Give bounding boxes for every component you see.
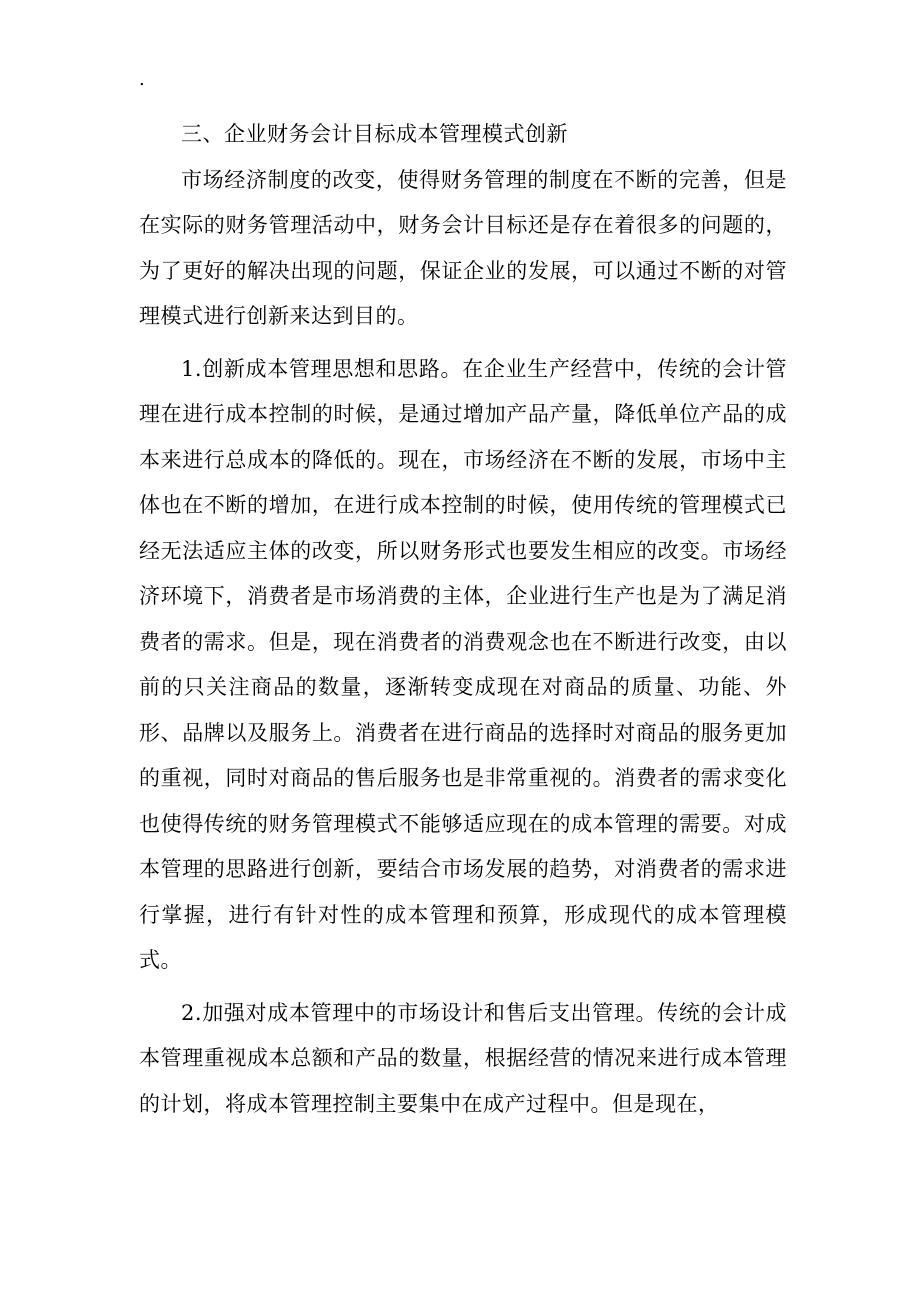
paragraph-point-1: 1.创新成本管理思想和思路。在企业生产经营中，传统的会计管理在进行成本控制的时候，是通过增加产品产量，降低单位产品的成本来进行总成本的降低的。现在，市场经济在不断的发展，市场中主体也在不断的增加，在进行成本控制的时候，使用传统的管理模式已经无法适应主体的改变，所以财务形式也要发生相应的改变。市场经济环境下，消费者是市场消费的主体，企业进行生产也是为了满足消费者的需求。但是，现在消费者的消费观念也在不断进行改变，由以前的只关注商品的数量，逐渐转变成现在对商品的质量、功能、外形、品牌以及服务上。消费者在进行商品的选择时对商品的服务更加的重视，同时对商品的售后服务也是非常重视的。消费者的需求变化也使得传统的财务管理模式不能够适应现在的成本管理的需要。对成本管理的思路进行创新，要结合市场发展的趋势，对消费者的需求进行掌握，进行有针对性的成本管理和预算，形成现代的成本管理模式。 — [139, 356, 787, 972]
page-mark: . — [139, 69, 145, 90]
section-heading: 三、企业财务会计目标成本管理模式创新 — [181, 122, 568, 146]
document-content — [139, 112, 787, 1127]
paragraph-point-2: 2.加强对成本管理中的市场设计和售后支出管理。传统的会计成本管理重视成本总额和产品的数量，根据经营的情况来进行成本管理的计划，将成本管理控制主要集中在成产过程中。但是现在， — [139, 1000, 787, 1116]
paragraph-intro: 市场经济制度的改变，使得财务管理的制度在不断的完善，但是在实际的财务管理活动中，财务会计目标还是存在着很多的问题的，为了更好的解决出现的问题，保证企业的发展，可以通过不断的对管理模式进行创新来达到目的。 — [139, 167, 787, 328]
